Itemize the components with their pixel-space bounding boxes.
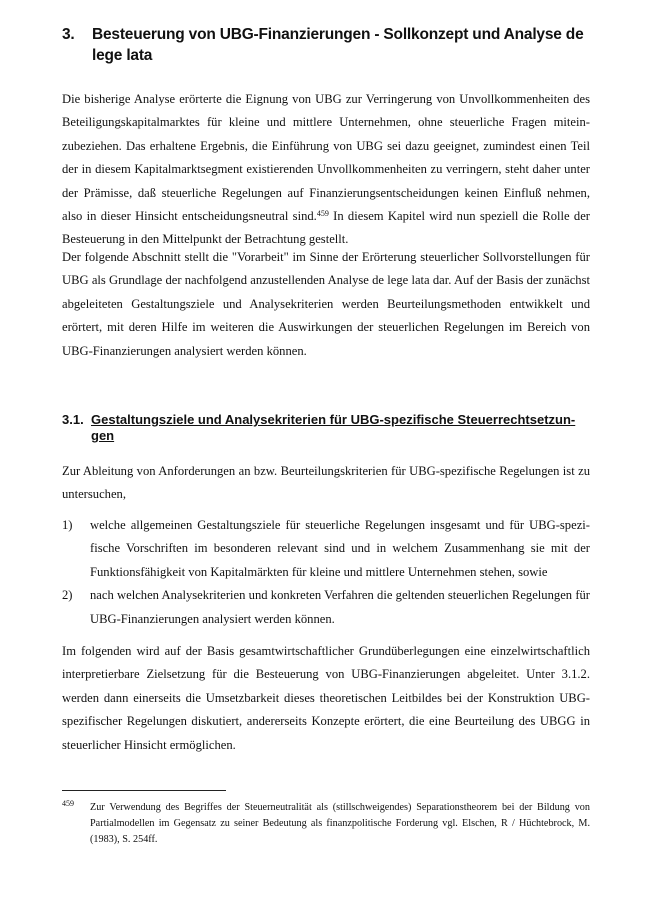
- paragraph-intro: [62, 88, 590, 252]
- list-item: [62, 584, 590, 631]
- list-item: [62, 514, 590, 584]
- footnote: [62, 800, 590, 848]
- chapter-title: Besteuerung von UBG-Finanzierungen - Sollkonzept und Analyse de lege lata: [92, 26, 584, 64]
- question-list: [62, 514, 590, 631]
- footnote-text: Zur Verwendung des Begriffes der Steuerneutralität als (stillschweigendes) Separationstheorem bei der Bildung von Partialmodellen im Gegensatz zu seiner Bedeutung als finanzpolitische Forderung vgl. Elschen, R / Hüchtebrock, M. (1983), S. 254ff.: [90, 802, 590, 845]
- section-heading: [62, 412, 590, 444]
- footnote-divider: [62, 790, 226, 791]
- footnote-number: 459: [62, 799, 74, 808]
- paragraph-derivation: Zur Ableitung von Anforderungen an bzw. Beurteilungskriterien für UBG-spezifische Regelungen ist zu untersuchen,: [62, 464, 590, 502]
- footnote-reference[interactable]: 459: [316, 209, 329, 219]
- list-marker: 1): [62, 518, 73, 532]
- list-item-text: nach welchen Analysekriterien und konkreten Verfahren die geltenden steuerlichen Regelungen für UBG-Finanzierungen analysiert werden können.: [90, 588, 590, 626]
- chapter-number: 3.: [62, 26, 75, 43]
- list-item-text: welche allgemeinen Gestaltungsziele für steuerliche Regelungen insgesamt und für UBG-spezifische Vorschriften im besonderen relevant sind und in welchem Zusammenhang sie mit der Funktionsfähigkeit von Kapitalmärkten für kleine und mittlere Unternehmen stehen, sowie: [90, 518, 590, 579]
- paragraph-preview: Der folgende Abschnitt stellt die "Vorarbeit" im Sinne der Erörterung steuerlicher Sollvorstellungen für UBG als Grundlage der nachfolgend anzustellenden Analyse de lege lata dar. Auf der Basis der zunächst abgeleiteten Gestaltungsziele und Analysekriterien werden Beurteilungsmethoden entwikkelt und erörtert, mit deren Hilfe im weiteren die Auswirkungen der steuerlichen Regelungen im Bereich von UBG-Finanzierungen analysiert werden können.: [62, 250, 590, 358]
- paragraph-intro-text-cont: In diesem Kapitel wird nun speziell die Rolle der Besteuerung in den Mittelpunkt der Betrachtung gestellt.: [62, 209, 591, 247]
- paragraph-intro-text: Die bisherige Analyse erörterte die Eignung von UBG zur Verringerung von Unvollkommenheiten des Beteiligungskapitalmarktes für kleine und mittlere Unternehmen, ohne steuerliche Fragen miteinzubeziehen. Das erhaltene Ergebnis, die Einführung von UBG sei dazu geeignet, zumindest einen Teil der in diesem Kapitalmarktsegment existierenden Unvollkommenheiten zu verringern, steht daher unter der Prämisse, daß steuerliche Regelungen auf Finanzierungsentscheidungen keinen Einfluß nehmen, also in dieser Hinsicht entscheidungsneutral sind.: [62, 92, 590, 224]
- paragraph-outline: Im folgenden wird auf der Basis gesamtwirtschaftlicher Grundüberlegungen eine einzelwirtschaftlich interpretierbare Zielsetzung für die Besteuerung von UBG-Finanzierungen abgeleitet. Unter 3.1.2. werden dann einerseits die Umsetzbarkeit dieses theoretischen Leitbildes bei der Konstruktion UBG-spezifischer Regelungen diskutiert, andererseits Konzepte erörtert, die eine Beurteilung des UBGG in steuerlicher Hinsicht ermöglichen.: [62, 644, 590, 752]
- list-marker: 2): [62, 588, 73, 603]
- section-number: 3.1.: [62, 412, 84, 427]
- section-title: Gestaltungsziele und Analysekriterien für UBG-spezifische Steuerrechtsetzungen: [91, 412, 576, 443]
- chapter-heading: [62, 24, 602, 66]
